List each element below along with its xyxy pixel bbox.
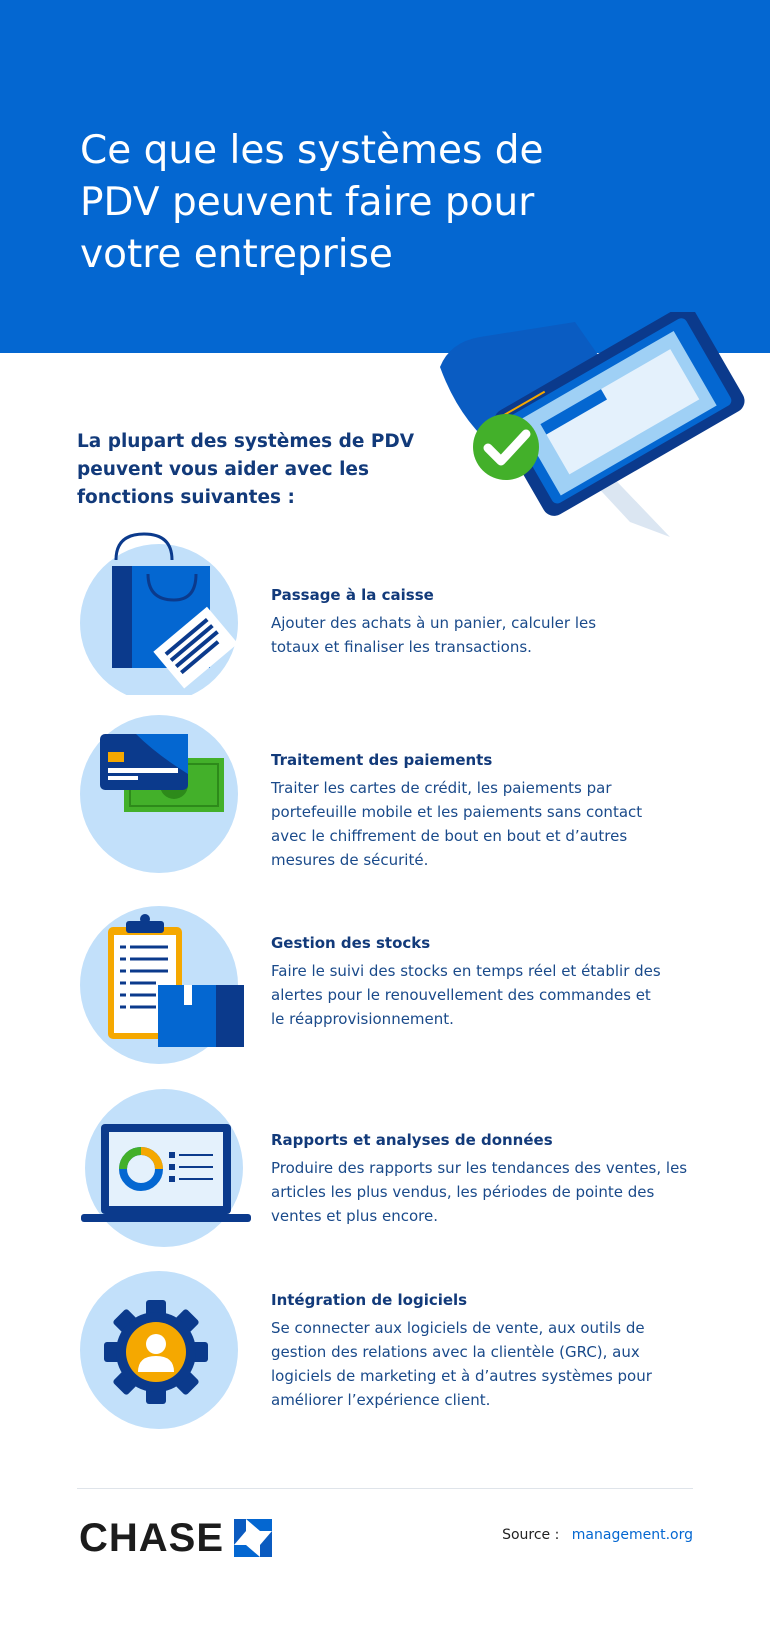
chase-octagon-icon [234,1519,272,1557]
source-line [502,1527,693,1543]
feature-description: Produire des rapports sur les tendances des ventes, les articles les plus vendus, les périodes de pointe des ventes et plus encore. [271,1159,688,1225]
shopping-bag-icon [76,530,246,695]
source-link[interactable]: management.org [571,1527,693,1543]
footer-divider [77,1488,693,1489]
source-label: Source : [502,1527,560,1543]
feature-description: Traiter les cartes de crédit, les paiements par portefeuille mobile et les paiements sans contact avec le chiffrement de bout en bout et d’autres mesures de sécurité. [271,779,643,869]
credit-card-icon [76,714,246,879]
feature-title: Rapports et analyses de données [271,1131,553,1149]
intro-text: La plupart des systèmes de PDV peuvent vous aider avec les fonctions suivantes : [77,431,415,508]
feature-description: Se connecter aux logiciels de vente, aux outils de gestion des relations avec la clientèle (GRC), aux logiciels de marketing et à d’autres systèmes pour améliorer l’expérience client. [271,1319,652,1409]
feature-description: Ajouter des achats à un panier, calculer les totaux et finaliser les transactions. [271,614,597,656]
feature-title: Intégration de logiciels [271,1291,468,1309]
page-title: Ce que les systèmes de PDV peuvent faire pour votre entreprise [80,128,544,277]
feature-title: Gestion des stocks [271,934,431,952]
chase-logo [79,1518,272,1558]
pos-terminal-icon [440,312,750,537]
feature-title: Passage à la caisse [271,586,434,604]
header-banner [0,0,770,353]
feature-description: Faire le suivi des stocks en temps réel et établir des alertes pour le renouvellement des commandes et le réapprovisionnement. [271,962,661,1028]
laptop-chart-icon [76,1088,256,1253]
brand-name: CHASE [79,1516,225,1560]
gear-user-icon [76,1270,246,1435]
clipboard-box-icon [76,905,246,1070]
feature-title: Traitement des paiements [271,751,493,769]
